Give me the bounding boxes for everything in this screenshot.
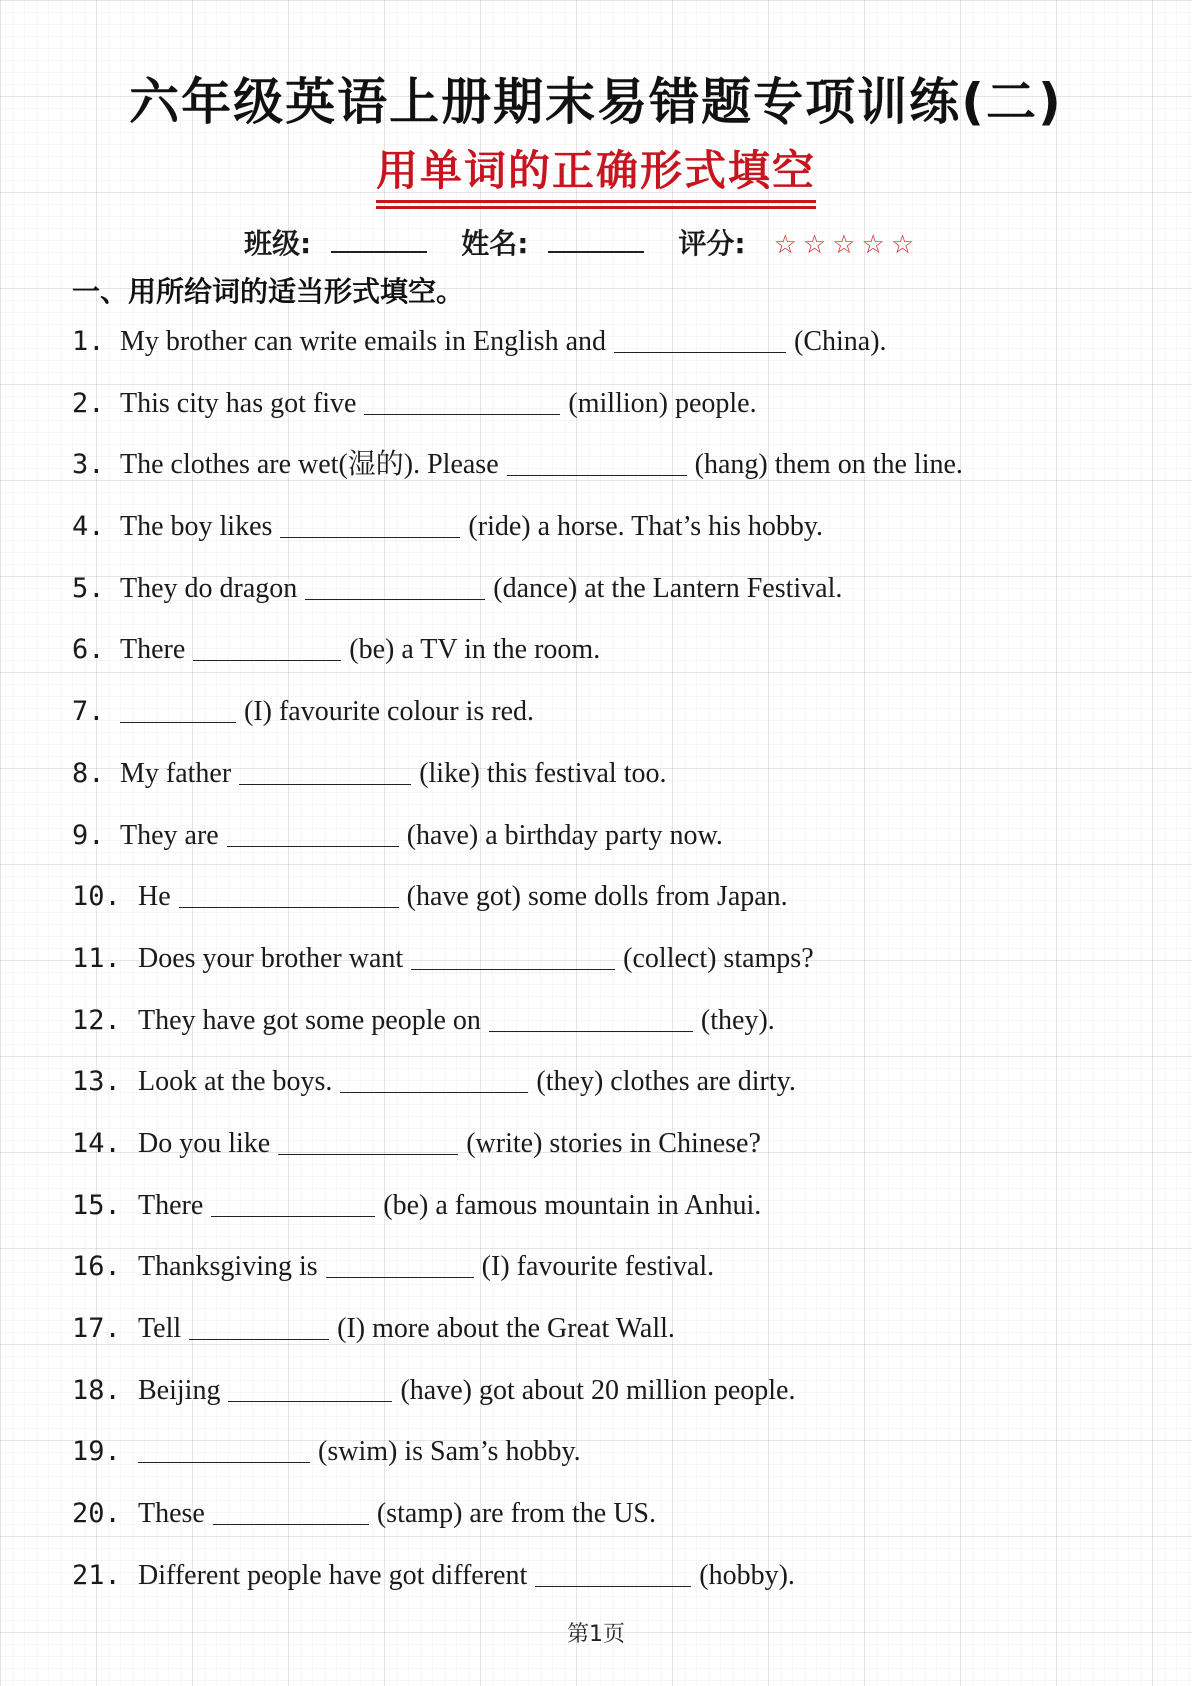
worksheet-title: 六年级英语上册期末易错题专项训练(二) (129, 73, 1063, 131)
question-text-before: Tell (138, 1313, 182, 1344)
question-text-before: Thanksgiving is (138, 1251, 318, 1283)
answer-blank[interactable] (239, 754, 411, 785)
question-text-before: Does your brother want (138, 942, 404, 974)
question-item (72, 1001, 1152, 1063)
question-number: 15. (72, 1189, 121, 1221)
question-text-after: (be) a TV in the room. (349, 634, 601, 666)
answer-blank[interactable] (278, 1124, 458, 1155)
section-heading: 一、用所给词的适当形式填空。 (72, 275, 465, 308)
name-blank[interactable] (548, 229, 644, 253)
question-item (72, 1432, 1152, 1494)
question-text-before: Beijing (138, 1374, 221, 1406)
question-text-before: Different people have got different (138, 1559, 528, 1591)
answer-blank[interactable] (326, 1247, 474, 1278)
answer-blank[interactable] (535, 1556, 691, 1587)
question-text-before: They are (120, 819, 219, 851)
question-text-before: My brother can write emails in English and (120, 326, 606, 357)
question-number: 14. (72, 1127, 121, 1159)
question-item (72, 1309, 1152, 1371)
question-text-after: (have got) some dolls from Japan. (406, 881, 788, 913)
question-text-before: Do you like (138, 1127, 271, 1159)
question-number: 16. (72, 1251, 121, 1283)
question-number: 13. (72, 1066, 121, 1098)
question-item (72, 1062, 1152, 1124)
question-text-after: (I) favourite festival. (481, 1251, 715, 1283)
question-item (72, 877, 1152, 939)
question-number: 1. (72, 326, 105, 357)
question-number: 12. (72, 1004, 121, 1036)
question-item (72, 1494, 1152, 1556)
question-item (72, 569, 1152, 631)
answer-blank[interactable] (411, 939, 615, 970)
answer-blank[interactable] (507, 445, 687, 476)
question-number: 20. (72, 1498, 121, 1530)
question-text-after: (I) favourite colour is red. (244, 696, 534, 728)
answer-blank[interactable] (489, 1001, 693, 1032)
question-text-after: (they). (700, 1004, 775, 1036)
question-item (72, 1186, 1152, 1248)
answer-blank[interactable] (138, 1432, 310, 1463)
answer-blank[interactable] (193, 630, 341, 661)
question-item (72, 939, 1152, 1001)
question-number: 3. (72, 449, 105, 481)
question-item (72, 384, 1152, 446)
question-text-after: (write) stories in Chinese? (466, 1127, 761, 1159)
question-item (72, 445, 1152, 507)
question-text-before: There (120, 634, 186, 666)
question-text-after: (dance) at the Lantern Festival. (493, 572, 843, 604)
question-text-after: (have) a birthday party now. (406, 819, 723, 851)
question-number: 8. (72, 757, 105, 789)
question-text-after: (hobby). (699, 1559, 795, 1591)
question-number: 9. (72, 819, 105, 851)
question-text-before: These (138, 1498, 205, 1530)
question-item (72, 1124, 1152, 1186)
answer-blank[interactable] (120, 692, 236, 723)
question-text-before: He (138, 881, 171, 913)
question-number: 4. (72, 511, 105, 543)
answer-blank[interactable] (227, 816, 399, 847)
question-text-before: The boy likes (120, 511, 273, 543)
question-number: 2. (72, 387, 105, 419)
question-text-after: (million) people. (568, 387, 757, 419)
question-text-after: (swim) is Sam’s hobby. (318, 1436, 581, 1468)
answer-blank[interactable] (228, 1371, 392, 1402)
answer-blank[interactable] (179, 877, 399, 908)
question-text-before: Look at the boys. (138, 1066, 333, 1098)
answer-blank[interactable] (280, 507, 460, 538)
answer-blank[interactable] (305, 569, 485, 600)
question-item (72, 816, 1152, 878)
question-item (72, 322, 1152, 384)
question-item (72, 630, 1152, 692)
question-number: 10. (72, 881, 121, 913)
question-text-before: There (138, 1189, 204, 1221)
question-text-after: (ride) a horse. That’s his hobby. (468, 511, 824, 543)
answer-blank[interactable] (340, 1062, 528, 1093)
question-text-after: (hang) them on the line. (694, 449, 963, 481)
question-item (72, 1247, 1152, 1309)
name-label: 姓名: (461, 227, 529, 260)
question-text-after: (have) got about 20 million people. (400, 1374, 796, 1406)
question-number: 17. (72, 1313, 121, 1344)
question-text-before: This city has got five (120, 387, 357, 419)
answer-blank[interactable] (614, 322, 786, 353)
question-item (72, 754, 1152, 816)
class-label: 班级: (244, 227, 312, 260)
question-number: 18. (72, 1374, 121, 1406)
question-item (72, 692, 1152, 754)
question-text-after: (I) more about the Great Wall. (337, 1313, 675, 1344)
question-number: 7. (72, 696, 105, 728)
question-text-after: (China). (794, 326, 887, 357)
question-text-after: (they) clothes are dirty. (536, 1066, 796, 1098)
question-list (72, 322, 1152, 1617)
question-number: 19. (72, 1436, 121, 1468)
question-text-after: (collect) stamps? (623, 942, 814, 974)
question-text-before: They do dragon (120, 572, 298, 604)
question-number: 21. (72, 1559, 121, 1591)
question-number: 6. (72, 634, 105, 666)
question-text-after: (stamp) are from the US. (376, 1498, 656, 1530)
student-info-row (244, 222, 920, 262)
score-label: 评分: (678, 227, 746, 260)
answer-blank[interactable] (213, 1494, 369, 1525)
answer-blank[interactable] (211, 1186, 375, 1217)
question-text-after: (be) a famous mountain in Anhui. (383, 1189, 762, 1221)
answer-blank[interactable] (364, 384, 560, 415)
worksheet-subtitle: 用单词的正确形式填空 (376, 138, 816, 203)
question-text-before: My father (120, 757, 232, 789)
subtitle-container (0, 138, 1192, 203)
page-number: 第1页 (567, 1622, 625, 1647)
answer-blank[interactable] (189, 1309, 329, 1340)
question-text-before: They have got some people on (138, 1004, 481, 1036)
question-item (72, 1556, 1152, 1618)
question-item (72, 507, 1152, 569)
question-number: 5. (72, 572, 105, 604)
score-stars: ☆☆☆☆☆ (773, 230, 921, 260)
question-text-before: The clothes are wet(湿的). Please (120, 449, 499, 481)
question-number: 11. (72, 942, 121, 974)
question-text-after: (like) this festival too. (419, 757, 667, 789)
question-item (72, 1371, 1152, 1433)
class-blank[interactable] (331, 229, 427, 253)
